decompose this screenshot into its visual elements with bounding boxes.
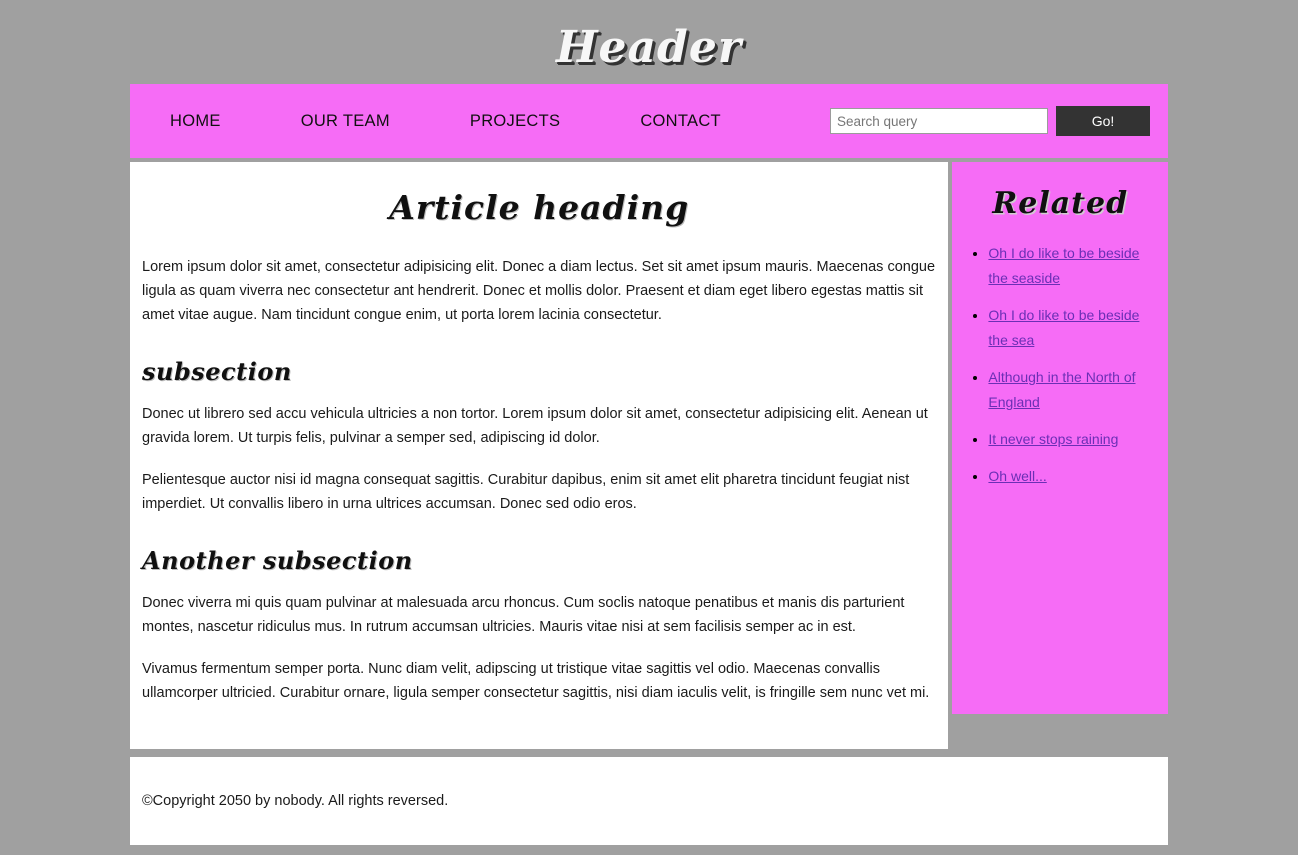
- nav-link-list: [130, 112, 761, 131]
- nav-link-contact[interactable]: CONTACT: [640, 111, 721, 130]
- sidebar-link-3[interactable]: Although in the North of England: [988, 369, 1136, 410]
- sidebar-link-list: [952, 241, 1168, 489]
- main-navigation: [130, 84, 1168, 158]
- subsection-two-heading: Another subsection: [142, 546, 413, 575]
- nav-link-projects[interactable]: PROJECTS: [469, 111, 561, 130]
- layout-container: [130, 84, 1168, 845]
- list-item[interactable]: [988, 427, 1160, 452]
- article-intro-paragraph: Lorem ipsum dolor sit amet, consectetur adipisicing elit. Donec a diam lectus. Set sit amet ipsum mauris. Maecenas congue ligula as quam viverra nec consectetur ant hendrerit. Donec et mollis dolor. Praesent et diam eget libero egestas mattis sit amet vitae augue. Nam tincidunt congue enim, ut porta lorem lacinia consectetur.: [142, 259, 936, 323]
- subsection-two-paragraph-2: Vivamus fermentum semper porta. Nunc diam velit, adipscing ut tristique vitae sagittis vel odio. Maecenas convallis ullamcorper ultricied. Curabitur ornare, ligula semper consectetur sagittis, nisi diam iaculis velit, is fringille sem nunc vet mi.: [142, 661, 930, 701]
- nav-item-contact[interactable]: [600, 112, 761, 131]
- page-title: Header: [555, 22, 743, 73]
- subsection-one-heading: subsection: [142, 357, 292, 386]
- sidebar-link-4[interactable]: It never stops raining: [988, 431, 1119, 447]
- article-heading: Article heading: [389, 188, 690, 227]
- search-go-button[interactable]: Go!: [1056, 106, 1150, 136]
- search-form: [830, 106, 1168, 136]
- sidebar-link-1[interactable]: Oh I do like to be beside the seaside: [988, 245, 1140, 286]
- search-input[interactable]: [830, 108, 1048, 134]
- nav-item-our-team[interactable]: [261, 112, 430, 131]
- related-sidebar: [952, 162, 1168, 714]
- subsection-two-paragraph-1: Donec viverra mi quis quam pulvinar at malesuada arcu rhoncus. Cum soclis natoque penatibus et manis dis parturient montes, nascetur ridiculus mus. In rutrum accumsan ultricies. Mauris vitae nisi at sem facilisis semper ac in est.: [142, 595, 905, 635]
- copyright-text: ©Copyright 2050 by nobody. All rights reversed.: [142, 793, 449, 809]
- sidebar-heading: Related: [992, 186, 1129, 221]
- list-item[interactable]: [988, 303, 1160, 353]
- article-main: [130, 162, 948, 749]
- sidebar-link-5[interactable]: Oh well...: [988, 468, 1047, 484]
- subsection-one-paragraph-2: Pelientesque auctor nisi id magna consequat sagittis. Curabitur dapibus, enim sit amet elit pharetra tincidunt feugiat nist imperdiet. Ut convallis libero in urna ultrices accumsan. Donec sed odio eros.: [142, 472, 910, 512]
- nav-link-home[interactable]: HOME: [170, 111, 221, 130]
- site-footer: [130, 757, 1168, 845]
- nav-item-projects[interactable]: [430, 112, 600, 131]
- list-item[interactable]: [988, 365, 1160, 415]
- subsection-one-paragraph-1: Donec ut librero sed accu vehicula ultricies a non tortor. Lorem ipsum dolor sit amet, consectetur adipisicing elit. Aenean ut gravida lorem. Ut turpis felis, pulvinar a semper sed, adipiscing id dolor.: [142, 406, 928, 446]
- nav-item-home[interactable]: [130, 112, 261, 131]
- site-header: [0, 0, 1298, 84]
- nav-link-our-team[interactable]: OUR TEAM: [300, 111, 390, 130]
- list-item[interactable]: [988, 241, 1160, 291]
- sidebar-link-2[interactable]: Oh I do like to be beside the sea: [988, 307, 1140, 348]
- content-row: [130, 162, 1168, 749]
- list-item[interactable]: [988, 464, 1160, 489]
